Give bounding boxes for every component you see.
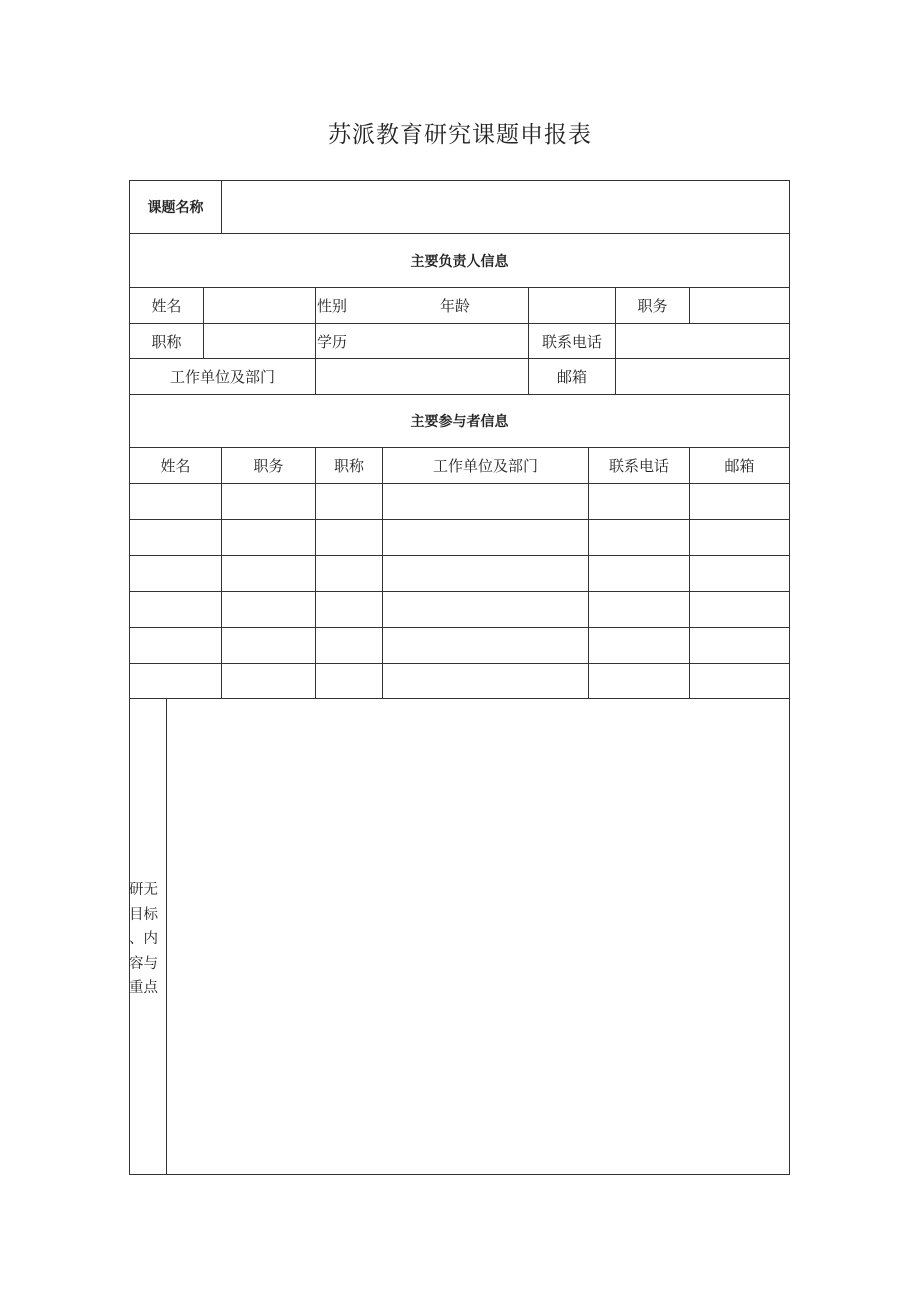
participants-row-1[interactable] bbox=[130, 484, 789, 519]
leader-position-label: 职务 bbox=[637, 297, 668, 315]
leader-name-label: 姓名 bbox=[151, 297, 182, 315]
research-label-line-3: 、内 bbox=[129, 931, 158, 947]
participants-row-2[interactable] bbox=[130, 520, 789, 555]
participants-col-email: 邮箱 bbox=[724, 457, 755, 475]
participants-row-3[interactable] bbox=[130, 556, 789, 591]
participants-col-title: 职称 bbox=[333, 457, 364, 475]
leader-gender-label: 性别 bbox=[317, 297, 348, 315]
topic-label: 课题名称 bbox=[147, 200, 204, 216]
page-title: 苏派教育研究课题申报表 bbox=[328, 122, 592, 148]
participants-row-5[interactable] bbox=[130, 628, 789, 663]
topic-input[interactable] bbox=[222, 181, 789, 233]
leader-position-input[interactable] bbox=[690, 288, 789, 323]
participants-col-phone: 联系电话 bbox=[608, 457, 669, 475]
leader-unit-input[interactable] bbox=[316, 359, 528, 394]
leader-email-label: 邮箱 bbox=[556, 368, 587, 386]
leader-phone-label: 联系电话 bbox=[541, 332, 602, 351]
leader-title-label: 职称 bbox=[151, 332, 182, 351]
leader-age-input[interactable] bbox=[529, 288, 615, 323]
leader-age-label: 年龄 bbox=[439, 297, 470, 315]
leader-gender-input[interactable] bbox=[378, 288, 428, 323]
participants-row-6[interactable] bbox=[130, 664, 789, 698]
leader-section-heading: 主要负责人信息 bbox=[410, 253, 509, 270]
leader-email-input[interactable] bbox=[616, 359, 789, 394]
participants-col-unit: 工作单位及部门 bbox=[432, 457, 538, 475]
participants-row-4[interactable] bbox=[130, 592, 789, 627]
research-section-label bbox=[129, 878, 167, 1001]
leader-education-input[interactable] bbox=[378, 324, 528, 358]
participants-section-heading: 主要参与者信息 bbox=[410, 414, 509, 430]
research-label-line-1: 研无 bbox=[129, 882, 158, 898]
leader-education-label: 学历 bbox=[317, 332, 348, 351]
research-label-line-2: 目标 bbox=[129, 906, 158, 923]
leader-unit-label: 工作单位及部门 bbox=[169, 368, 275, 386]
participants-col-name: 姓名 bbox=[160, 457, 191, 475]
research-label-line-4: 容与 bbox=[129, 955, 158, 972]
leader-title-input[interactable] bbox=[204, 324, 315, 358]
research-content-area[interactable] bbox=[167, 699, 789, 1174]
leader-phone-input[interactable] bbox=[616, 324, 789, 358]
participants-col-position: 职务 bbox=[253, 457, 284, 475]
research-label-line-5: 重点 bbox=[129, 980, 158, 996]
leader-name-input[interactable] bbox=[204, 288, 315, 323]
